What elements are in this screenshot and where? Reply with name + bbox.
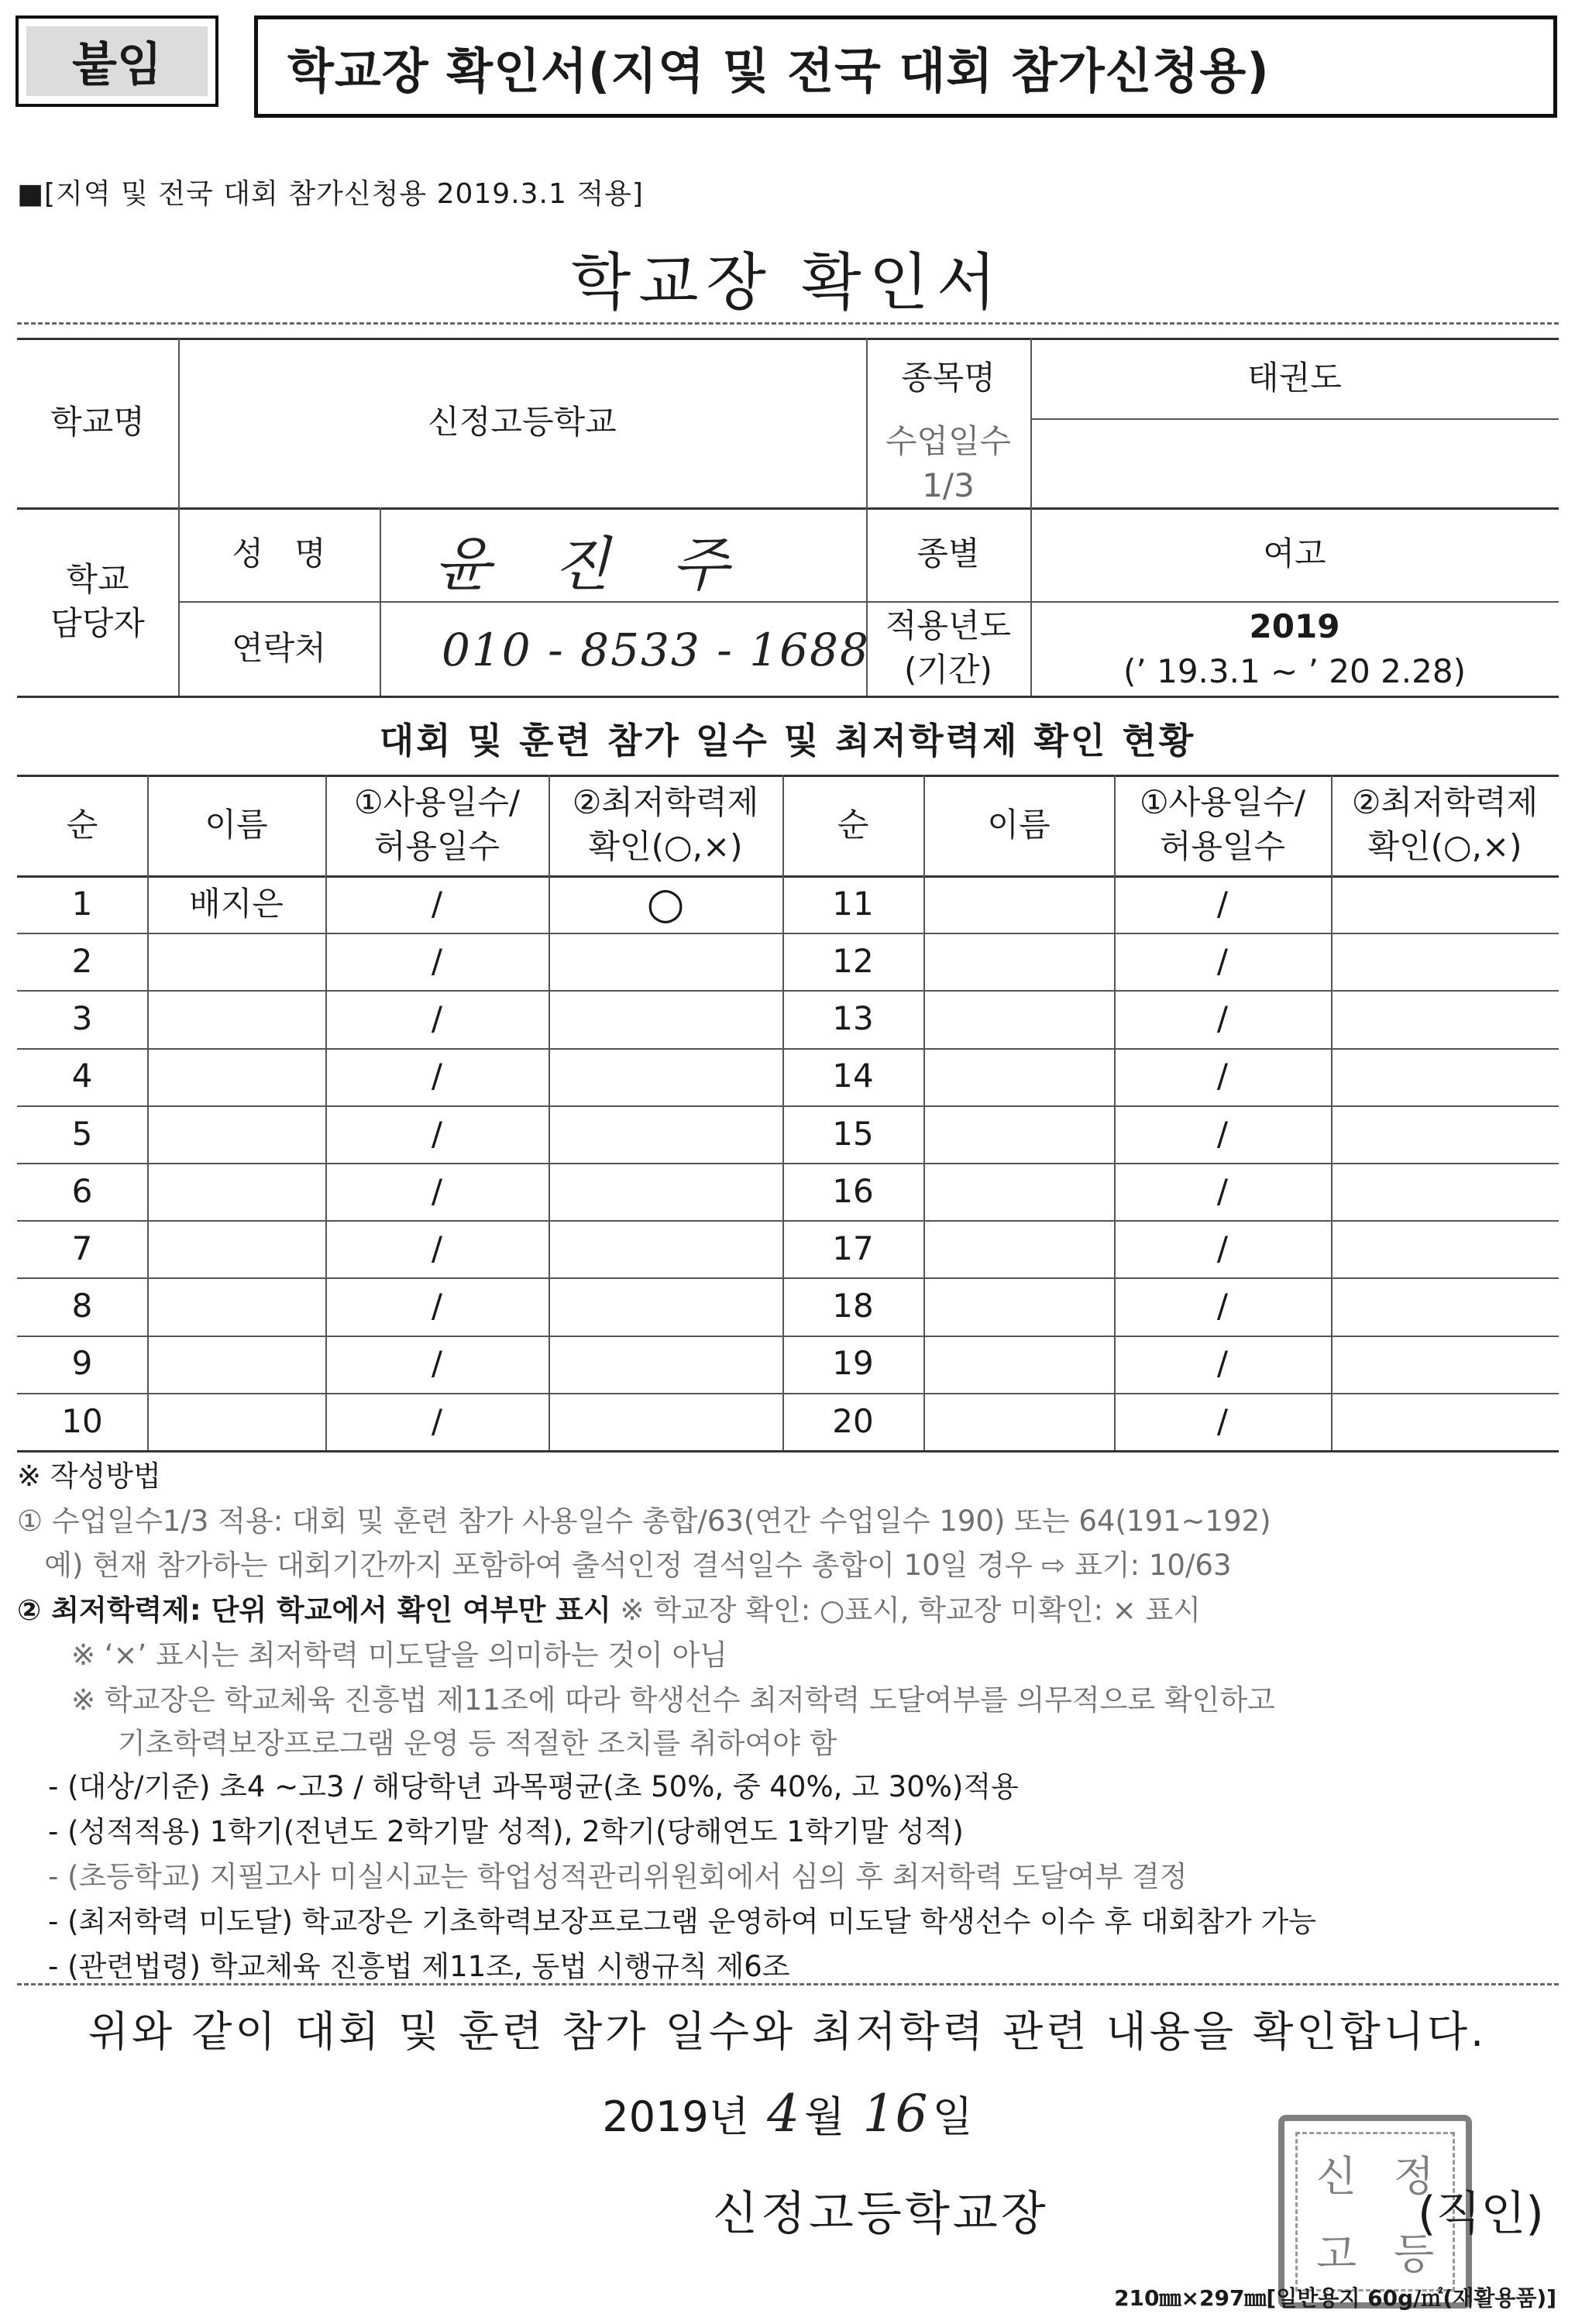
year-value: 2019 <box>1249 607 1340 645</box>
table-row-right-7-check <box>1331 1220 1559 1277</box>
table-row-left-6-no: 6 <box>71 1171 93 1210</box>
document-header-title: 학교장 확인서(지역 및 전국 대회 참가신청용) <box>254 15 1557 118</box>
table-row-right-4-check <box>1331 1048 1559 1105</box>
period-value: (’ 19.3.1 ~ ’ 20 2.28) <box>1123 651 1466 690</box>
table-row-right-10-days: / <box>1216 1401 1229 1440</box>
note-4-line-1: ※ 학교장은 학교체육 진흥법 제11조에 따라 학생선수 최저학력 도달여부를 의무적으로 확인하고 <box>71 1683 1275 1717</box>
table-row-right-1-check <box>1331 875 1559 933</box>
detail-elementary: - (초등학교) 지필고사 미실시교는 학업성적관리위원회에서 심의 후 최저학력 도달여부 결정 <box>48 1860 1188 1893</box>
table-row-left-3-name <box>147 990 325 1047</box>
table-row-right-7-name <box>923 1220 1114 1277</box>
table-row-right-4-name <box>923 1048 1114 1105</box>
note-1-line-1: ① 수업일수1/3 적용: 대회 및 훈련 참가 사용일수 총합/63(연간 수업일수 190) 또는 64(191~192) <box>17 1504 1271 1538</box>
table-row-right-10-name <box>923 1393 1114 1450</box>
table-row-left-10-check <box>548 1393 782 1450</box>
table-row-right-9-no: 19 <box>832 1344 874 1383</box>
table-row-left-1-no: 1 <box>71 884 93 923</box>
table-row-left-7-days: / <box>431 1229 443 1267</box>
seal-char-2: 정 <box>1393 2151 1435 2201</box>
date-month-unit: 월 <box>804 2092 845 2141</box>
school-name-value: 신정고등학교 <box>428 403 617 442</box>
table-row-left-2-days: / <box>431 941 443 980</box>
note-1-line-2: 예) 현재 참가하는 대회기간까지 포함하여 출석인정 결석일수 총합이 10일 경우 ⇨ 표기: 10/63 <box>17 1549 1232 1582</box>
table-row-right-3-name <box>923 990 1114 1047</box>
sport-label: 종목명 <box>901 358 996 397</box>
seal-label: (직인) <box>1418 2187 1544 2241</box>
table-row-left-10-days: / <box>431 1401 443 1440</box>
header-check-left: ②최저학력제 확인(○,×) <box>572 783 759 865</box>
table-row-left-8-no: 8 <box>71 1287 93 1325</box>
handwritten-phone: 010 - 8533 - 1688 <box>442 624 870 676</box>
table-row-left-4-name <box>147 1048 325 1105</box>
table-row-left-9-no: 9 <box>71 1344 93 1383</box>
table-row-left-2-check <box>548 933 782 990</box>
school-name-label: 학교명 <box>50 403 145 442</box>
table-row-left-5-days: / <box>431 1114 443 1153</box>
table-row-right-6-name <box>923 1163 1114 1220</box>
table-row-right-3-no: 13 <box>832 999 874 1038</box>
date-year: 2019년 <box>602 2092 749 2141</box>
table-row-right-5-no: 15 <box>832 1114 874 1153</box>
table-row-right-4-no: 14 <box>832 1057 874 1095</box>
table-row-left-3-days: / <box>431 999 443 1038</box>
table-row-left-10-name <box>147 1393 325 1450</box>
table-row-right-6-no: 16 <box>832 1171 874 1210</box>
note-4-line-2: 기초학력보장프로그램 운영 등 적절한 조치를 취하여야 함 <box>118 1727 837 1760</box>
table-row-right-8-no: 18 <box>832 1287 874 1325</box>
table-row-left-8-check <box>548 1277 782 1335</box>
table-row-right-9-check <box>1331 1336 1559 1393</box>
table-row-left-7-no: 7 <box>71 1229 93 1267</box>
header-days-right: ①사용일수/ 허용일수 <box>1139 783 1306 865</box>
table-row-left-2-name <box>147 933 325 990</box>
table-row-left-6-name <box>147 1163 325 1220</box>
table-row-right-1-no: 11 <box>832 884 874 923</box>
header-check-right: ②최저학력제 확인(○,×) <box>1351 783 1539 865</box>
notes-heading: ※ 작성방법 <box>17 1459 161 1493</box>
date-day: 16 <box>862 2084 928 2144</box>
date-day-unit: 일 <box>932 2092 973 2141</box>
table-row-right-3-check <box>1331 990 1559 1047</box>
table-row-right-8-check <box>1331 1277 1559 1335</box>
table-row-left-5-name <box>147 1105 325 1163</box>
table-row-left-9-name <box>147 1336 325 1393</box>
table-row-left-4-days: / <box>431 1057 443 1095</box>
table-row-right-10-no: 20 <box>832 1401 874 1440</box>
table-row-right-6-check <box>1331 1163 1559 1220</box>
header-name-left: 이름 <box>205 805 268 844</box>
table-row-left-8-name <box>147 1277 325 1335</box>
table-row-right-2-no: 12 <box>832 941 874 980</box>
table-row-right-7-no: 17 <box>832 1229 874 1267</box>
table-row-right-5-check <box>1331 1105 1559 1163</box>
table-row-left-5-no: 5 <box>71 1114 93 1153</box>
table-row-left-8-days: / <box>431 1287 443 1325</box>
table-row-right-2-check <box>1331 933 1559 990</box>
table-row-right-3-days: / <box>1216 999 1229 1038</box>
detail-grades: - (성적적용) 1학기(전년도 2학기말 성적), 2학기(당해연도 1학기말 성적) <box>48 1815 964 1848</box>
phone-label: 연락처 <box>232 628 326 667</box>
apply-note: ■[지역 및 전국 대회 참가신청용 2019.3.1 적용] <box>17 178 644 210</box>
header-no-right: 순 <box>837 805 869 844</box>
attachment-badge-label: 붙임 <box>26 26 208 96</box>
attachment-badge <box>15 15 218 107</box>
class-days-label: 수업일수 <box>885 421 1012 460</box>
confirmation-statement: 위와 같이 대회 및 훈련 참가 일수와 최저학력 관련 내용을 확인합니다. <box>88 2007 1487 2056</box>
category-label: 종별 <box>916 535 980 573</box>
table-row-left-5-check <box>548 1105 782 1163</box>
header-name-right: 이름 <box>987 805 1051 844</box>
paper-spec: 210㎜×297㎜[일반용지 60g/㎡(재활용품)] <box>1114 2285 1556 2311</box>
table-row-right-8-name <box>923 1277 1114 1335</box>
table-row-right-2-name <box>923 933 1114 990</box>
header-no-left: 순 <box>66 805 98 844</box>
table-row-right-4-days: / <box>1216 1057 1229 1095</box>
table-row-left-4-no: 4 <box>71 1057 93 1095</box>
table-row-left-9-check <box>548 1336 782 1393</box>
table-row-left-7-name <box>147 1220 325 1277</box>
table-row-left-10-no: 10 <box>61 1401 103 1440</box>
table-row-left-7-check <box>548 1220 782 1277</box>
note-2 <box>17 1587 1201 1628</box>
table-row-right-5-days: / <box>1216 1114 1229 1153</box>
note-2-bold: ② 최저학력제: 단위 학교에서 확인 여부만 표시 <box>17 1593 611 1627</box>
divider <box>17 1983 1559 1985</box>
table-row-right-9-days: / <box>1216 1344 1229 1383</box>
seal-char-1: 신 <box>1315 2151 1357 2201</box>
detail-not-met: - (최저학력 미도달) 학교장은 기초학력보장프로그램 운영하여 미도달 학생선수 이수 후 대회참가 가능 <box>48 1905 1317 1938</box>
table-row-left-1-name: 배지은 <box>189 884 284 923</box>
category-value: 여고 <box>1263 535 1326 573</box>
table-row-right-5-name <box>923 1105 1114 1163</box>
table-row-left-1-days: / <box>431 884 443 923</box>
note-3: ※ ‘×’ 표시는 최저학력 미도달을 의미하는 것이 아님 <box>71 1638 727 1672</box>
name-label: 성 명 <box>232 535 326 573</box>
table-row-left-9-days: / <box>431 1344 443 1383</box>
table-row-right-10-check <box>1331 1393 1559 1450</box>
table-row-left-2-no: 2 <box>71 941 93 980</box>
table-row-right-1-name <box>923 875 1114 933</box>
table-row-right-1-days: / <box>1216 884 1229 923</box>
table-row-left-3-check <box>548 990 782 1047</box>
table-row-left-6-check <box>548 1163 782 1220</box>
table-row-right-2-days: / <box>1216 941 1229 980</box>
header-days-left: ①사용일수/ 허용일수 <box>353 783 521 865</box>
seal-char-4: 등 <box>1393 2229 1435 2278</box>
contact-person-label: 학교 담당자 <box>50 559 145 642</box>
handwritten-name: 윤 진 주 <box>434 530 751 599</box>
class-days-fraction: 1/3 <box>922 466 975 505</box>
table-row-right-6-days: / <box>1216 1171 1229 1210</box>
table-row-left-6-days: / <box>431 1171 443 1210</box>
principal-name: 신정고등학교장 <box>713 2187 1049 2241</box>
table-row-left-1-check: ○ <box>646 878 685 930</box>
date-month: 4 <box>767 2084 800 2144</box>
seal-char-3: 고 <box>1315 2229 1357 2278</box>
detail-law: - (관련법령) 학교체육 진흥법 제11조, 동법 시행규칙 제6조 <box>48 1950 790 1983</box>
year-label: 적용년도 (기간) <box>885 607 1012 689</box>
table-row-right-7-days: / <box>1216 1229 1229 1267</box>
table-row-right-8-days: / <box>1216 1287 1229 1325</box>
table-row-left-3-no: 3 <box>71 999 93 1038</box>
detail-target: - (대상/기준) 초4 ~고3 / 해당학년 과목평균(초 50%, 중 40%, 고 30%)적용 <box>48 1770 1019 1803</box>
section-title: 대회 및 훈련 참가 일수 및 최저학력제 확인 현황 <box>379 720 1196 761</box>
table-row-left-4-check <box>548 1048 782 1105</box>
table-row-right-9-name <box>923 1336 1114 1393</box>
sport-value: 태권도 <box>1247 358 1342 397</box>
form-title: 학교장 확인서 <box>570 246 1005 318</box>
note-2-rest: ※ 학교장 확인: ○표시, 학교장 미확인: × 표시 <box>610 1593 1201 1627</box>
